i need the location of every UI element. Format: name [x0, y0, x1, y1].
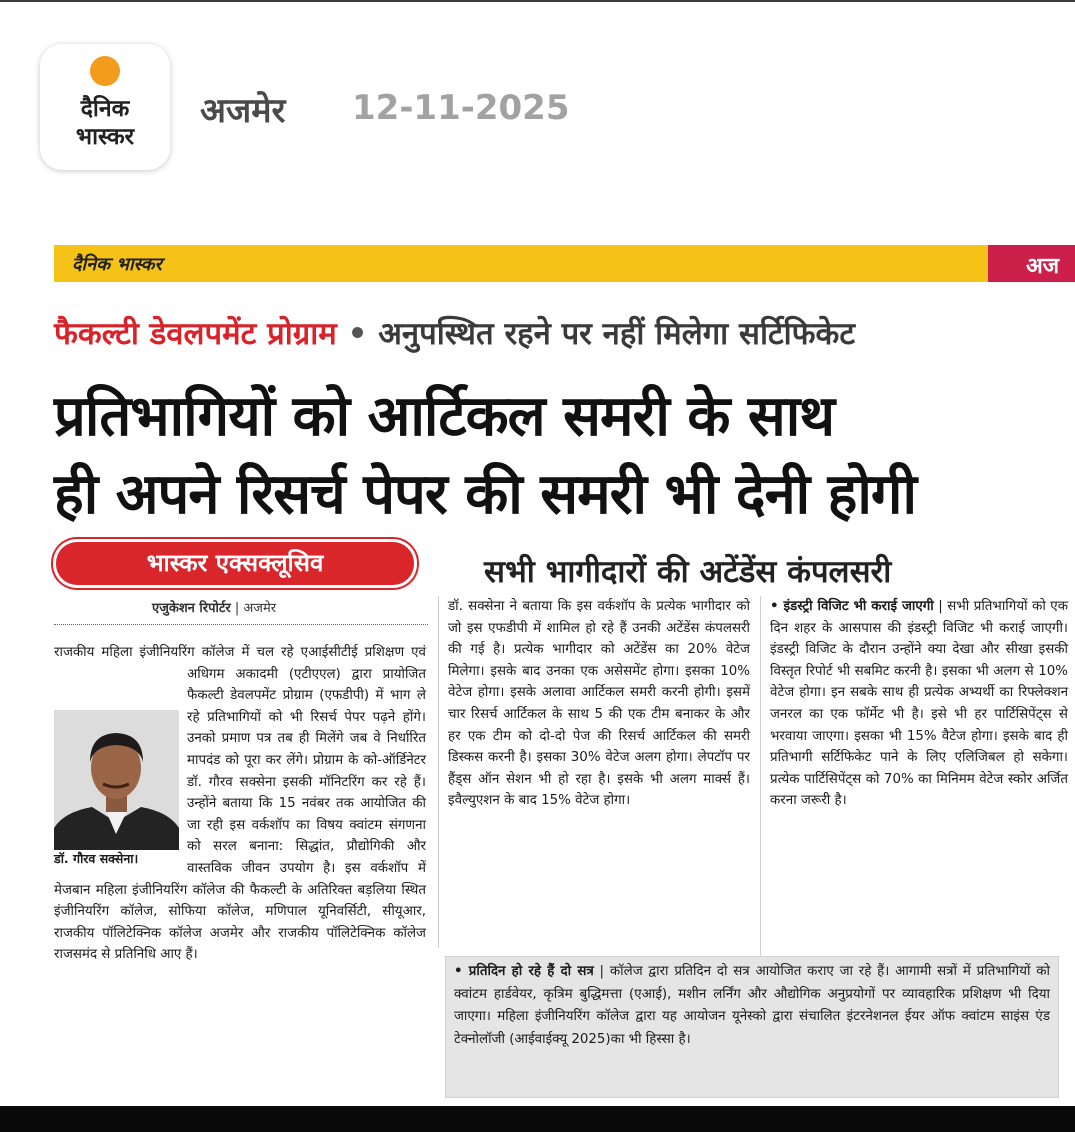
sessions-box: • प्रतिदिन हो रहे हैं दो सत्र | कॉलेज द्वारा प्रतिदिन दो सत्र आयोजित कराए जा रहे हैं। आगामी सत्रों में प्रतिभागियों को क्वांटम हार्डवेयर, कृत्रिम बुद्धिमत्ता (एआई), मशीन लर्निंग और औद्योगिक अनुप्रयोगों पर व्यावहारिक प्रशिक्षण भी दिया जाएगा। महिला इंजीनियरिंग कॉलेज द्वारा यह आयोजन यूनेस्को द्वारा संचालित इंटरनेशनल ईयर ऑफ क्वांटम साइंस एंड टेक्नोलॉजी (आईवाईक्यू 2025)का भी हिस्सा है।: [445, 956, 1059, 1098]
person-portrait-icon: [54, 710, 179, 850]
headline-line-2: ही अपने रिसर्च पेपर की समरी भी देनी होगी: [54, 461, 916, 527]
photo-block: [54, 710, 179, 868]
byline: एजुकेशन रिपोर्टर | अजमेर: [152, 601, 277, 616]
article-column-2: डॉ. सक्सेना ने बताया कि इस वर्कशॉप के प्रत्येक भागीदार को जो इस एफडीपी में शामिल हो रहे हैं उनकी अटेंडेंस कंपलसरी की गई है। प्रत्येक भागीदार को अटेंडेंस का 20% वेटेज मिलेगा। इसके बाद उनका एक असेसमेंट होगा। इसका 10% वेटेज होगा। इसके अलावा आर्टिकल समरी करनी होगी। इसमें चार रिसर्च आर्टिकल के साथ 5 की एक टीम बनाकर के और हर एक टीम को दो-दो पेज की रिसर्च आर्टिकल की समरी डिस्कस करनी है। इसका 30% वेटेज अलग होगा। लेपटॉप पर हैंड्स ऑन सेशन भी हो रहा है। इसके भी अलग मार्क्स हैं। इवैल्युएशन के बाद 15% वेटेज होगा।: [448, 599, 750, 809]
headline-line-1: प्रतिभागियों को आर्टिकल समरी के साथ: [54, 383, 835, 449]
post-city: अजमेर: [200, 91, 286, 131]
masthead-bar: [54, 245, 988, 282]
kicker-line: [54, 312, 855, 354]
sun-icon: [90, 56, 120, 86]
article-column-3: • इंडस्ट्री विजिट भी कराई जाएगी | सभी प्रतिभागियों को एक दिन शहर के आसपास की इंडस्ट्री विजिट भी कराई जाएगी। इंडस्ट्री विजिट के दौरान उन्होंने क्या देखा और सीखा इसकी विस्तृत रिपोर्ट भी सबमिट करनी है। इसका भी अलग से 10% वेटेज होगा। इन सबके साथ ही प्रत्येक अभ्यर्थी का रिफ्लेक्शन जनरल का एक फॉर्मेट भी है। इसे भी हर पार्टिसिपेंट्स से भरवाया जाएगा। इसका भी 15% वैटेज होगा। इसके बाद ही प्रतिभागी सर्टिफिकेट पाने के लिए एलिजिबल हो सकेगा। प्रत्येक पार्टिसिपेंट्स को 70% का मिनिमम वेटेज स्कोर अर्जित करना जरूरी है।: [770, 599, 1068, 809]
byline-reporter: एजुकेशन रिपोर्टर: [152, 601, 231, 616]
top-rule: [0, 0, 1075, 2]
column-1-lead: राजकीय महिला इंजीनियरिंग कॉलेज में चल रहे एआईसीटीई प्रशिक्षण एवं अधिगम अकादमी: [54, 645, 426, 682]
byline-place: अजमेर: [243, 601, 277, 616]
subheadline: सभी भागीदारों की अटेंडेंस कंपलसरी: [484, 554, 892, 590]
column-3-body: सभी प्रतिभागियों को एक दिन शहर के आसपास की इंडस्ट्री विजिट भी कराई जाएगी। इंडस्ट्री विजिट के दौरान उन्होंने क्या देखा और सीखा इसकी विस्तृत रिपोर्ट भी सबमिट करनी है। इसका भी अलग से 10% वेटेज होगा। इन सबके साथ ही प्रत्येक अभ्यर्थी का रिफ्लेक्शन जनरल का एक फॉर्मेट भी है। इसे भी हर पार्टिसिपेंट्स से भरवाया जाएगा। इसका भी 15% वैटेज होगा। इसके बाद ही प्रतिभागी सर्टिफिकेट पाने के लिए एलिजिबल हो सकेगा। प्रत्येक पार्टिसिपेंट्स को 70% का मिनिमम वेटेज स्कोर अर्जित करना जरूरी है।: [770, 599, 1068, 809]
edition-label: अज: [1026, 254, 1060, 279]
post-date: 12-11-2025: [352, 88, 570, 128]
byline-divider: [54, 624, 428, 625]
column-divider-1: [438, 596, 439, 948]
article-column-1: [54, 642, 426, 966]
photo-caption: डॉ. गौरव सक्सेना।: [54, 850, 139, 866]
newspaper-clipping: [0, 240, 1075, 1106]
sessions-box-body: कॉलेज द्वारा प्रतिदिन दो सत्र आयोजित कराए जा रहे हैं। आगामी सत्रों में प्रतिभागियों को क्वांटम हार्डवेयर, कृत्रिम बुद्धिमत्ता (एआई), मशीन लर्निंग और औद्योगिक अनुप्रयोगों पर व्यावहारिक प्रशिक्षण भी दिया जाएगा। महिला इंजीनियरिंग कॉलेज द्वारा यह आयोजन यूनेस्को द्वारा संचालित इंटरनेशनल ईयर ऑफ क्वांटम साइंस एंड टेक्नोलॉजी (आईवाईक्यू 2025)का भी हिस्सा है।: [454, 964, 1050, 1047]
bottom-bar: [0, 1106, 1075, 1132]
column-1-body: (एटीएएल) द्वारा प्रायोजित फैकल्टी डेवलपमेंट प्रोग्राम (एफडीपी) में भाग ले रहे प्रतिभागियों को भी रिसर्च पेपर पढ़ने होंगे। उनको प्रमाण पत्र तब ही मिलेंगे जब वे निर्धारित मापदंड को पूरा कर लेंगे। प्रोग्राम के को-ऑर्डिनेटर डॉ. गौरव सक्सेना इसकी मॉनिटरिंग कर रहे हैं। उन्होंने बताया कि 15 नवंबर तक आयोजित की जा रही इस वर्कशॉप का विषय क्वांटम संगणना को सरल बनाना: सिद्धांत, प्रौद्योगिकी और वास्तविक जीवन उपयोग है। इस वर्कशॉप में मेजबान महिला इंजीनियरिंग कॉलेज की फैकल्टी के अतिरिक्त बड़लिया स्थित इंजीनियरिंग कॉलेज, सोफिया कॉलेज, मणिपाल यूनिवर्सिटी, सीयूआर, राजकीय पॉलिटेक्निक कॉलेज अजमेर और राजकीय पॉलिटेक्निक कॉलेज राजसमंद से प्रतिनिधि आए हैं।: [54, 666, 426, 963]
sessions-box-lead: • प्रतिदिन हो रहे हैं दो सत्र: [454, 964, 594, 979]
exclusive-badge: भास्कर एक्सक्लूसिव: [56, 542, 414, 585]
kicker-topic: फैकल्टी डेवलपमेंट प्रोग्राम: [54, 316, 337, 352]
column-divider-2: [760, 596, 761, 956]
author-photo: [54, 710, 179, 850]
dainik-bhaskar-logo[interactable]: [40, 44, 170, 170]
logo-text-line2: भास्कर: [75, 124, 135, 150]
masthead-brand: दैनिक भास्कर: [72, 254, 162, 275]
kicker-separator: •: [336, 316, 379, 352]
column-3-lead: • इंडस्ट्री विजिट भी कराई जाएगी: [770, 599, 934, 614]
kicker-subtitle: अनुपस्थित रहने पर नहीं मिलेगा सर्टिफिकेट: [378, 316, 855, 352]
logo-text-line1: दैनिक: [80, 96, 130, 122]
